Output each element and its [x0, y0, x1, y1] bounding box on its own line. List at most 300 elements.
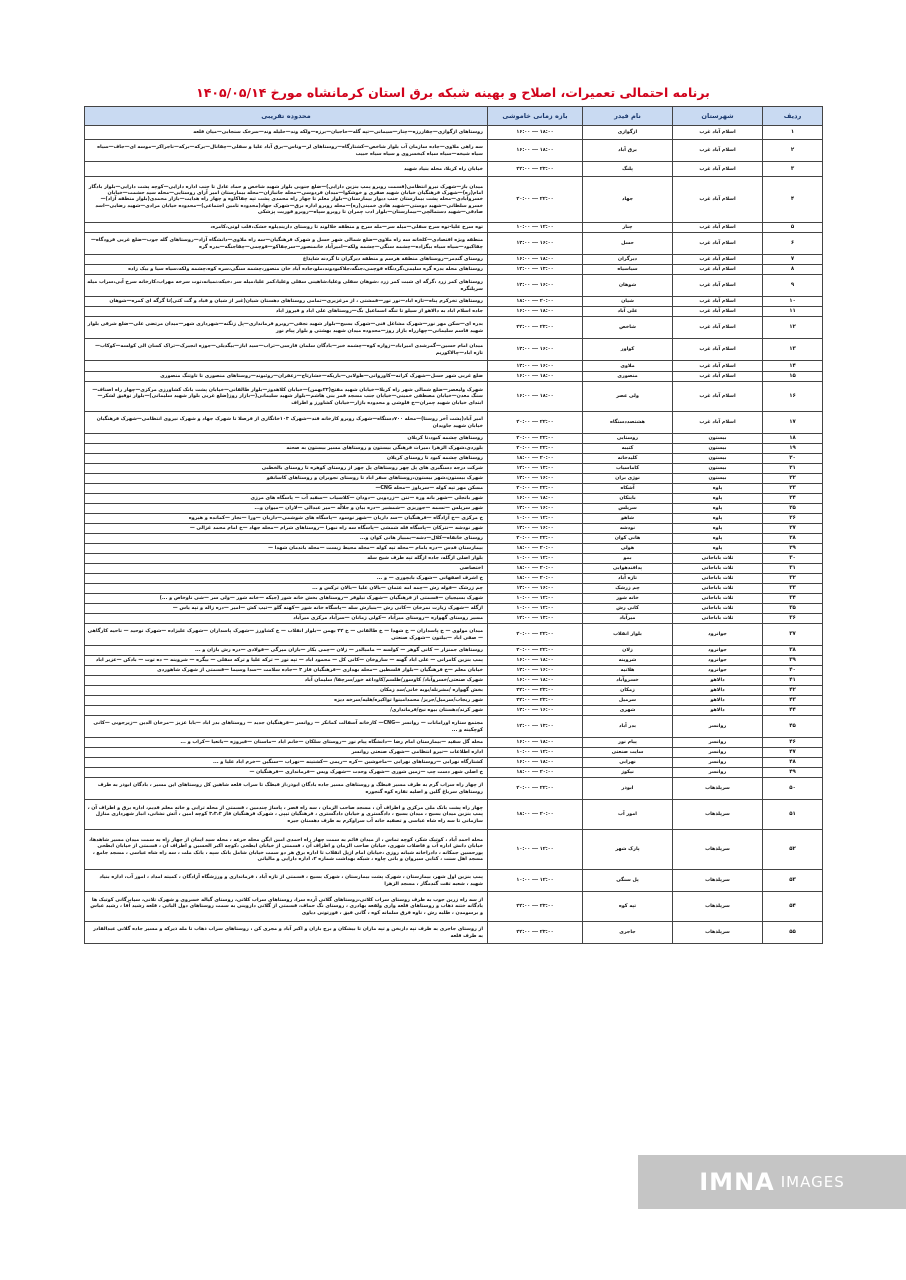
cell-city: اسلام آباد غرب [673, 140, 763, 162]
cell-city: اسلام آباد غرب [673, 361, 763, 372]
table-row [85, 126, 823, 140]
table-row [85, 624, 823, 646]
cell-idx: ۵۱ [763, 800, 823, 830]
cell-feeder: جاجری [583, 922, 673, 944]
cell-city: روانسر [673, 716, 763, 738]
cell-idx: ۱ [763, 126, 823, 140]
cell-area: شهر نودشه —نترکان —پاسگاه قله شمشی —پاسگاه سه راه نبهرا —روستاهای شرام —محله جهاد —خ امام محمد غزالی — [85, 524, 488, 534]
cell-city: ثلاث باباجانی [673, 604, 763, 614]
table-row [85, 444, 823, 454]
cell-area: مجتمع ستاره اورامانات — روانسر —CNG— کارخانه آسفالت کمانکر — روانسر —فرهنگیان جدید — روستاهای بدر اباد —بابا عزیز —مرخان الدین —زیرجوبی —کانی کوچکینه و ... [85, 716, 488, 738]
cell-city: سرپلذهاب [673, 830, 763, 870]
cell-city: اسلام آباد غرب [673, 233, 763, 255]
cell-area: روستاهای کمر زرد ،گرگه ای شبت کمر زرد ،شوهان سفلی وعلیا،شاهینی سفلی وعلیا،کمر علیا،میله سر ،خیکه،نمیانه،توت سرخه مهراب،کارخانه سرخ آبی،سراب میله سرپلنگره [85, 275, 488, 297]
cell-feeder: شوهان [583, 275, 673, 297]
table-row [85, 738, 823, 748]
cell-idx: ۴۳ [763, 696, 823, 706]
cell-city: جوانرود [673, 646, 763, 656]
cell-time: ۱۶:۰۰ --- ۱۴:۰۰ [488, 504, 583, 514]
cell-feeder: خانه شور [583, 594, 673, 604]
cell-idx: ۲۹ [763, 544, 823, 554]
table-row [85, 162, 823, 177]
cell-time: ۱۶:۰۰ --- ۱۴:۰۰ [488, 666, 583, 676]
cell-idx: ۲۵ [763, 504, 823, 514]
outage-schedule-table [84, 106, 823, 944]
cell-city: پاوه [673, 484, 763, 494]
cell-area: شهرک بسیجیان —قسمتی از فرهنگیان —شهرک نیلوفر —روستاهای بخش خانه شور (جیکه —خانه شور —ولی سر —شی ناوخاص و ...) [85, 594, 488, 604]
cell-time: ۱۸:۰۰ --- ۱۶:۰۰ [488, 738, 583, 748]
cell-area: اداره اطلاعات —نیرو انتظامی —شهرک صنعتی روانسر [85, 748, 488, 758]
cell-city: روانسر [673, 758, 763, 768]
table-row [85, 778, 823, 800]
cell-city: جوانرود [673, 656, 763, 666]
table-row [85, 554, 823, 564]
cell-city: اسلام آباد غرب [673, 412, 763, 434]
cell-area: شهرک صنعتی/خسروآباد/ کاوسور/طلسم/کاوداغه خور/سرچقا/ سلیمان آباد [85, 676, 488, 686]
table-row [85, 494, 823, 504]
cell-area: شهرک ولیعصر—ضلع شمالی شهر راه کربلا—خیابان شهید مفتح(۲۲بهمن)—خیابان کلاهدوز—بلوار طالقانی—خیابان پشت بانک کشاورزی مرکزی—چهار راه اصناف—سنگ معدن—خیابان مصطفی خمینی—خیابان جنب مسجد قمر بنی هاشم—بلوار شهید سلیمانی(—بازار روز(ضلع غربی بلوار شهید سلیمانی)—بلوار توفیق لشکر—ابتدای خیابان شهید چمران—خ قلوشی و محدوده بازار—خیابان کشاورز و اطراف [85, 382, 488, 412]
cell-area: روستاهای جمنزار — کانی گوهر — کولسه — مامبالدر — زلان —چمی بکار —بازان میرگی —فولادی —دره رش بازان و ... [85, 646, 488, 656]
cell-time: ۱۶:۰۰ --- ۱۴:۰۰ [488, 706, 583, 716]
table-body [85, 126, 823, 944]
table-row [85, 706, 823, 716]
cell-area: روستاهای ازگوازی—چقاررزه—چنار—سیمانی—تپه گله—حاجیان—برزه—ولکه وند—حلیله وند—سرخک سنجابی—میان قلعه [85, 126, 488, 140]
cell-feeder: شروینه [583, 656, 673, 666]
cell-idx: ۸ [763, 265, 823, 275]
cell-area: توه سرخ علیا-توه سرخ سفلی—میله سر—مله سرخ و منطقه خلالوند تا روستای داریندیلوه خشک،قلب لوتی،کامره، [85, 223, 488, 233]
table-row [85, 716, 823, 738]
cell-idx: ۳۱ [763, 564, 823, 574]
cell-city: پاوه [673, 514, 763, 524]
cell-idx: ۳۰ [763, 554, 823, 564]
cell-area: چهار راه پشت بانک ملی مرکزی و اطراف آن ، مسجد صاحب الزمان ، سه راه قصر ، پاساژ چندمین ، قسمتی از محله ترابی و خانه معلم قدیم، اداره برق و اطراف آن ، پمپ بنزین میدان بسیج ، میدان بسیج ، دادگستری و خیابان دادگستری ، فرهنگیان تیپی ، شهرک فرهنگیان فاز ۳،۳،۳ کوچه امین ، آتش نشانی، انبار شهرداری منازل سازمانی تا سه راه شاه عباسی و تصفیه خانه آب سراوکرم به طرف دهستان جیره [85, 800, 488, 830]
cell-city: اسلام آباد غرب [673, 339, 763, 361]
cell-area: بیمارستان قدس —دره بامام —محله تپه کوله —محله محیط زیست —محله باندمان شهدا — [85, 544, 488, 554]
cell-area: مسیر روستای گهواره —روستای میرآباد —کولی زمانان —سرآباد مرکزی میرآباد [85, 614, 488, 624]
cell-idx: ۳۷ [763, 624, 823, 646]
table-row [85, 584, 823, 594]
cell-feeder: نهرابی [583, 758, 673, 768]
cell-area: بلوردی،شهرک الزهرا ،میراث فرهنگی بیستون و روستاهای مسیر بیستون به صحنه [85, 444, 488, 454]
cell-time: ۲۲:۰۰ --- ۲۰:۰۰ [488, 624, 583, 646]
cell-area: سه راهی ملاوی—جاده سازمان آب بلوار شاخص—کشتارگاه—روستاهای لر—وناس—برق آباد علیا و سفلی—چقانال—برکه—برکه—ناجراکر—موسه ای—جاف—سیاه سیاه شیخه—سیاه سیاه کبخسروی و سیاه سیاه حبیب [85, 140, 488, 162]
cell-area: میدان امام حسین—گمرشدی امیراباد—زواره کوه—چشمه خبر—بادگان سلمان فارسی—تراب—سید اباز—بیگدیلی—جوزه انجیرک—تراک کسان الی کولسه—کوکاب—تازه اباد—چالاکوریم [85, 339, 488, 361]
cell-time: ۲۰:۰۰ --- ۱۸:۰۰ [488, 297, 583, 307]
table-row [85, 830, 823, 870]
table-row [85, 594, 823, 604]
cell-area: جاده اسلام اباد به دالاهو از سیلو تا تنگه اسماعیل بگ—روستاهای علی اباد و فیروز اباد [85, 307, 488, 317]
cell-idx: ۷ [763, 255, 823, 265]
cell-time: ۲۰:۰۰ --- ۱۸:۰۰ [488, 800, 583, 830]
cell-feeder: هشتصددستگاه [583, 412, 673, 434]
cell-feeder: تازه آباد [583, 574, 673, 584]
table-row [85, 265, 823, 275]
header-feeder: نام فیدر [583, 107, 673, 126]
cell-area: خیابان معلم —خ فرهنگیان —بلوار فلسطین —محله بهداری —فرهنگیان فاز ۴ —جاده سلامت —سدا وسیما —قسمتی از شهرک شاهوردی [85, 666, 488, 676]
cell-time: ۱۴:۰۰ --- ۱۲:۰۰ [488, 614, 583, 624]
cell-idx: ۴ [763, 177, 823, 223]
cell-city: سرپلذهاب [673, 892, 763, 922]
cell-feeder: کلیدخانه [583, 454, 673, 464]
cell-feeder: بمو [583, 554, 673, 564]
cell-time: ۱۶:۰۰ --- ۱۴:۰۰ [488, 474, 583, 484]
table-row [85, 676, 823, 686]
cell-time: ۱۲:۰۰ --- ۱۰:۰۰ [488, 514, 583, 524]
table-row [85, 870, 823, 892]
cell-feeder: پیام نور [583, 738, 673, 748]
cell-city: پاوه [673, 544, 763, 554]
cell-area: خ مرکزی —خ آزادگاه —فرهنگیان —سد داریان —شهر نوسود —پاسگاه های شوشمی—داریان —ورا —نجار —کمانده و هیروه [85, 514, 488, 524]
cell-feeder: سایت صنعتی [583, 748, 673, 758]
table-row [85, 484, 823, 494]
cell-time: ۲۲:۰۰ --- ۲۰:۰۰ [488, 444, 583, 454]
cell-time: ۲۲:۰۰ --- ۲۰:۰۰ [488, 177, 583, 223]
table-row [85, 339, 823, 361]
cell-idx: ۵۳ [763, 870, 823, 892]
cell-idx: ۲۶ [763, 514, 823, 524]
cell-city: اسلام آباد غرب [673, 162, 763, 177]
cell-time: ۱۸:۰۰ --- ۱۶:۰۰ [488, 140, 583, 162]
cell-idx: ۱۲ [763, 317, 823, 339]
cell-feeder: ملاوی [583, 361, 673, 372]
cell-area: محله گل سفید —بیمارستان امام رضا —دانشگاه پیام نور —روستای سلکان —خانم اباد —ماسنان —قیروزه —باتعیا —کراب و ... [85, 738, 488, 748]
cell-feeder: تپه کوه [583, 892, 673, 922]
cell-city: پاوه [673, 504, 763, 514]
cell-time: ۱۶:۰۰ --- ۱۴:۰۰ [488, 524, 583, 534]
cell-idx: ۳۶ [763, 614, 823, 624]
header-area: محدوده تقریبی [85, 107, 488, 126]
cell-area: بلوار اصلی ازگله، جاده ازگله تپه طرف شیخ سله [85, 554, 488, 564]
cell-city: بیستون [673, 464, 763, 474]
cell-time: ۱۶:۰۰ --- ۱۴:۰۰ [488, 233, 583, 255]
header-city: شهرستان [673, 107, 763, 126]
cell-idx: ۲۷ [763, 524, 823, 534]
cell-area: شهر کرند/دهستان بیوه نیخ/فرمانداری/ [85, 706, 488, 716]
cell-area: امیر آباد(پشت آخر روستا)—محله ۷۰۰دستگاه—شهرک روبرو کارخانه قند—شهرک ۱۰۳خانگاری از فرصلا تا شهرک جهاد و شهرک نیروی انتظامی—شهرک فرهنگیان خیابان شهید جاویدان [85, 412, 488, 434]
cell-feeder: کتیبه [583, 444, 673, 454]
cell-city: جوانرود [673, 666, 763, 676]
table-row [85, 223, 823, 233]
cell-feeder: هانی کوان [583, 534, 673, 544]
cell-time: ۲۲:۰۰ --- ۲۰:۰۰ [488, 534, 583, 544]
cell-city: اسلام آباد غرب [673, 275, 763, 297]
cell-city: سرپلذهاب [673, 778, 763, 800]
cell-idx: ۳۴ [763, 594, 823, 604]
cell-idx: ۴۲ [763, 686, 823, 696]
cell-feeder: کواور [583, 339, 673, 361]
cell-time: ۱۶:۰۰ --- ۱۴:۰۰ [488, 584, 583, 594]
cell-city: بیستون [673, 474, 763, 484]
table-row [85, 748, 823, 758]
cell-feeder: زمکان [583, 686, 673, 696]
cell-idx: ۵ [763, 223, 823, 233]
cell-area: روستاهای محله بدره گره سلیمی،گردنگاه قوچمی،جنگه،جلاکبودوند،ملو،جاده آباد خان منصور،چشمه سنگی،سره کوه،چشمه ولکه،سیاه سیا و بیک زاده [85, 265, 488, 275]
cell-idx: ۲۳ [763, 484, 823, 494]
cell-feeder: بلوار انقلاب [583, 624, 673, 646]
cell-city: دالاهو [673, 686, 763, 696]
table-row [85, 604, 823, 614]
cell-time: ۲۴:۰۰ --- ۲۲:۰۰ [488, 162, 583, 177]
table-row [85, 666, 823, 676]
cell-area: مسکن مهر تپه کوله —سرباوز —محله CNG— [85, 484, 488, 494]
cell-area: روستای خانقاه—کلال—دشه—بمبیاز هانی کوان و... [85, 534, 488, 544]
cell-time: ۲۲:۰۰ --- ۲۰:۰۰ [488, 646, 583, 656]
cell-feeder: دیرگران [583, 255, 673, 265]
cell-area: بخش گهواره /مشرنله/بوبه خانی/سد زمکان [85, 686, 488, 696]
table-row [85, 140, 823, 162]
table-row [85, 275, 823, 297]
cell-feeder: کانی رش [583, 604, 673, 614]
cell-time: ۲۴:۰۰ --- ۲۲:۰۰ [488, 696, 583, 706]
table-row [85, 800, 823, 830]
cell-city: ثلاث باباجانی [673, 594, 763, 604]
cell-time: ۲۰:۰۰ --- ۱۸:۰۰ [488, 544, 583, 554]
table-row [85, 768, 823, 778]
table-row [85, 514, 823, 524]
cell-area: از چهار راه سراب گرم به طرف مسیر قبطگ و روستاهای مسیر جاده بادگان ابوذر،از قبطگ تا سراب قلعه شاهین کل روستاهای این مسیر ، بادگان ابوذر به طرف روستاهای سرباغ گلین و اصلیه تفاره کوه گنجوره [85, 778, 488, 800]
cell-idx: ۲۲ [763, 474, 823, 484]
cell-area [85, 361, 488, 372]
cell-time: ۱۸:۰۰ --- ۱۶:۰۰ [488, 676, 583, 686]
cell-time: ۲۴:۰۰ --- ۲۲:۰۰ [488, 686, 583, 696]
table-row [85, 177, 823, 223]
cell-area: بدره ای—سکن مهر نور—شهرک مشاغل قنی—شهرک بسیج—بلوار شهید نجفی—روبرو فرمانداری—پل زنگنه—شهرداری شهر—میدان مرتضی علی—ضلع شرقی بلوار شهید قاسم سلیمانی—چهارراه بازار روز—محدوده میدان شهید بهشتی و بلوار پیام نور [85, 317, 488, 339]
table-row [85, 307, 823, 317]
cell-city: روانسر [673, 748, 763, 758]
cell-city: ثلاث باباجانی [673, 584, 763, 594]
header-idx: ردیف [763, 107, 823, 126]
cell-idx: ۵۲ [763, 830, 823, 870]
cell-feeder: آشکاه [583, 484, 673, 494]
table-row [85, 297, 823, 307]
cell-idx: ۳۸ [763, 646, 823, 656]
cell-feeder: نوژی بران [583, 474, 673, 484]
cell-idx: ۱۹ [763, 444, 823, 454]
cell-area: روستای گندمر—روستاهای منطقه هرسم و منطقه دیرگران تا گردنه شاپذاغ [85, 255, 488, 265]
cell-area: روستاهای چشمه کبود،تا کربلان [85, 434, 488, 444]
table-row [85, 382, 823, 412]
cell-city: پاوه [673, 494, 763, 504]
cell-feeder: شیان [583, 297, 673, 307]
cell-feeder: پلنگ [583, 162, 673, 177]
cell-area: خ اشرف اصفهانی —شهرک بابچوری — و ... [85, 574, 488, 584]
table-row [85, 233, 823, 255]
watermark [638, 1155, 906, 1209]
cell-feeder: علی آباد [583, 307, 673, 317]
cell-area: کشتارگاه نهرابی —روستاهای نهرابی —ماخوشین —کره —ریمی —کشتینه —نهراب —سنگین —خرم اباد علیا و ... [85, 758, 488, 768]
cell-feeder: نودشه [583, 524, 673, 534]
cell-feeder: ابوذر [583, 778, 673, 800]
cell-area: محله احمد آباد ، کوتیک شکر، کوچه تماس ، از میدان قائم به سمت چهار راه احمدی امین ایگن محله حرعه ، محله سید ایمان از چهار راه به سمت میدان مسیر شاهدها، خیابان دانش اداره آب و فاضلاب شهری، خیابان صاحب الزمان و اطراف آن ، قسمتی از خیابان ابطحی ،کوچه اکبر الحسین و اطراف آن ، قسمتی از خیابان ابطحی پورحسین جمکانه ، دادراخانه شبانه روزی ،خیابان امام ازپل انقلاب تا اداره برق هر دو سمت خیابان شامل بانک سپه ، بانک ملت ، سه راه شاه عباسی ، مسجد جامع ، مسجد اهل سنت ، کتابی سیروان و بانی چاوه ، شبکه بهداشت شماره ۲، اداره دارایی و مالیاتی [85, 830, 488, 870]
watermark-logo: IMNA [699, 1168, 775, 1196]
header-time: بازه زمانی خاموشی [488, 107, 583, 126]
cell-city: اسلام آباد غرب [673, 223, 763, 233]
cell-feeder: چم زرشک [583, 584, 673, 594]
cell-city: پاوه [673, 524, 763, 534]
table-row [85, 564, 823, 574]
table-row [85, 686, 823, 696]
cell-feeder: منصوری [583, 372, 673, 382]
cell-feeder: امور آب [583, 800, 673, 830]
cell-time: ۱۲:۰۰ --- ۱۰:۰۰ [488, 554, 583, 564]
cell-city: دالاهو [673, 676, 763, 686]
cell-idx: ۴۵ [763, 716, 823, 738]
cell-time: ۱۲:۰۰ --- ۱۰:۰۰ [488, 223, 583, 233]
cell-area: پمپ بنزین اول شهر، بیمارستان ، شهرک پشت بیمارستان ، شهرک بسیج ، قسمتی از تازه آباد ، فرمانداری و ورزشگاه آزادگان ، کمیته امداد ، امور آب، اداره بنیاد شهید ، شعبه تفت گندمگار ، مسجد الزهرا [85, 870, 488, 892]
cell-time: ۲۰:۰۰ --- ۱۸:۰۰ [488, 454, 583, 464]
cell-feeder: شهری [583, 706, 673, 716]
table-row [85, 758, 823, 768]
table-header-row [85, 107, 823, 126]
cell-idx: ۴۶ [763, 738, 823, 748]
cell-area: ضلع غربی شهر حسل—شهرک کرانه—کاوروانی—طولابی—باریکه—خشارتاج—زعفران—روئبوند—روستاهای منصوری تا تاوتنگ منصوری [85, 372, 488, 382]
table-row [85, 614, 823, 624]
table-row [85, 317, 823, 339]
cell-area: خ اصلی شهر دست چپ —زمین شوری —شهرک وحدت —شهرک ویس —فرمانداری —فرهنگیان — [85, 768, 488, 778]
cell-time: ۲۰:۰۰ --- ۱۸:۰۰ [488, 574, 583, 584]
cell-time: ۱۲:۰۰ --- ۱۰:۰۰ [488, 604, 583, 614]
cell-time: ۲۴:۰۰ --- ۲۲:۰۰ [488, 892, 583, 922]
cell-city: جوانرود [673, 624, 763, 646]
cell-feeder: سیاسیاه [583, 265, 673, 275]
cell-area: منطقه ویژه اقتصادی—کلخانه سه راه ملاوی—ضلع شمالی شهر حسل و شهرک فرهنگیان—سه راه ملاوی—دانشگاه آزاد—روستاهای گله جوب—ضلع غربی فرودگاه—چقاکبود—سیاه سیاه بیگزاده—چشمه سنگی—چشمه ولکه—امیرآباد خانمنصور—سرچقاکو—قوچمی—چقاجنگه—بدره گره [85, 233, 488, 255]
page-title: برنامه احتمالی تعمیرات، اصلاح و بهینه شبکه برق استان کرمانشاه مورخ ۱۴۰۵/۰۵/۱۴ [196, 85, 710, 100]
table-row [85, 474, 823, 484]
cell-time: ۱۸:۰۰ --- ۱۶:۰۰ [488, 656, 583, 666]
cell-idx: ۲۰ [763, 454, 823, 464]
cell-area: چم زرشک —قوله رش —چمه امه عثمان —بالان علیا —بالان ترکس و ... [85, 584, 488, 594]
watermark-text: IMAGES [780, 1173, 845, 1191]
cell-area: میدان باز—شهرک نیرو انتظامی(قسمت روبرو پمپ بنزین دارایی)—ضلع جنوبی بلوار شهید شاخص و حماد عادل تا جنب اداره دارایی—کوچه پشت دارایی—بلوار بادگار امام(ره)—شهرک فرهنگیان خیابان شهید صفری و خوشکوا—میدان فردوسی—محله جانبازان—محله بیمارستان امیر آرای روستایی—محله سید حشمت—خیابان خسروآبادی—محله پشت بیمارستان جنب دیوار بیمارستان—بلوار معلم تا چهار راه محمدی پشت تپه چقاکاوه و چهار راه هدایت—بازار محمدی(بلوار منطقه آزاد)—خسرو سلطانی—شهید دوستی—شهید هادی خمینی(ره)—محله روبرو اداره برق—شهرک جهاد(محدوده تامین اجتماعی)—محدوده خیابان مرادی—شهید رضایی—اسد صادقی—شهید دستمالچی—بیمارستان—بلوار ادب چمران تا روبرو سپاه—روبرو فوریت پزشکی [85, 177, 488, 223]
cell-time: ۲۲:۰۰ --- ۲۰:۰۰ [488, 434, 583, 444]
cell-feeder: شاهو [583, 514, 673, 524]
cell-city: اسلام آباد غرب [673, 307, 763, 317]
cell-time: ۱۲:۰۰ --- ۱۰:۰۰ [488, 748, 583, 758]
cell-idx: ۴۹ [763, 768, 823, 778]
cell-idx: ۲۱ [763, 464, 823, 474]
cell-area: میدان مولوی — خ پاسداران — خ شهدا — خ طالقانی — خ ۲۲ بهمن —بلوار انقلاب — خ کشاورز —شهرک پاسداران —شهرک علیزاده —شهرک توحید — ناحیه کارگاهی — صفی اباد —بیلتون —شهرک صنعتی [85, 624, 488, 646]
cell-idx: ۱۰ [763, 297, 823, 307]
cell-feeder: شاخص [583, 317, 673, 339]
cell-time: ۱۶:۰۰ --- ۱۴:۰۰ [488, 275, 583, 297]
cell-idx: ۲ [763, 140, 823, 162]
cell-feeder: حسل [583, 233, 673, 255]
cell-time: ۱۲:۰۰ --- ۱۰:۰۰ [488, 830, 583, 870]
cell-area: روستاهای تخرکرم پناه—تازه اباد—نور نور—قمشتی ، از مرغزیری—تمامی روستاهای دهستان شیان(غیر از شیان و قباد و گت کتی)تا گرگه ای کمره—شوهان [85, 297, 488, 307]
cell-area: از روستای جاجری به طرف تپه داربخن و تپه ماران تا بیشکان و برج باران و اکبر آباد و مجری کن ، روستاهای سراب ذهاب تا مله ذیرکه و مسیر جاده گلانی عبدالقادر به طرف قلعه [85, 922, 488, 944]
cell-feeder: پارک شهر [583, 830, 673, 870]
cell-time: ۱۸:۰۰ --- ۱۶:۰۰ [488, 372, 583, 382]
cell-feeder: پل سنگی [583, 870, 673, 892]
cell-city: سرپلذهاب [673, 800, 763, 830]
cell-city: اسلام آباد غرب [673, 255, 763, 265]
table-row [85, 696, 823, 706]
cell-area: شهر بانجلی —شهر بانه ورة —تنن —زردویی —دودان —کلاسیاب —سفید آب — پاسگاه های مرزی [85, 494, 488, 504]
cell-city: دالاهو [673, 706, 763, 716]
cell-feeder: زلان [583, 646, 673, 656]
cell-city: پاوه [673, 534, 763, 544]
table-row [85, 464, 823, 474]
cell-feeder: خسروآباد [583, 676, 673, 686]
cell-idx: ۱۱ [763, 307, 823, 317]
cell-area: روستاهای چشمه کبود تا روستای کربلان [85, 454, 488, 464]
cell-idx: ۹ [763, 275, 823, 297]
cell-feeder: سربلس [583, 504, 673, 514]
cell-feeder: ولی عصر [583, 382, 673, 412]
cell-feeder: روستایی [583, 434, 673, 444]
cell-time: ۲۰:۰۰ --- ۱۸:۰۰ [488, 564, 583, 574]
cell-city: سرپلذهاب [673, 922, 763, 944]
cell-city: روانسر [673, 768, 763, 778]
cell-feeder: ازگوازی [583, 126, 673, 140]
table-row [85, 524, 823, 534]
cell-city: بیستون [673, 444, 763, 454]
table-row [85, 454, 823, 464]
cell-time: ۱۸:۰۰ --- ۱۶:۰۰ [488, 126, 583, 140]
cell-feeder: بدر آباد [583, 716, 673, 738]
cell-city: دالاهو [673, 696, 763, 706]
cell-area: پمپ بنزین کامرانی — علی اباد گهنه — ساروخان —کانی کل — محمود اباد — تپه نور — ترکه علیا و ترکه سفلی — بیگره — شروینه — ده توت — بادکن —عزیر اباد [85, 656, 488, 666]
cell-city: اسلام آباد غرب [673, 317, 763, 339]
table-row [85, 544, 823, 554]
table-row [85, 361, 823, 372]
table-row [85, 892, 823, 922]
cell-feeder: میرآباد [583, 614, 673, 624]
table-row [85, 534, 823, 544]
cell-idx: ۳۲ [763, 574, 823, 584]
cell-area: ازگله —شهرک زیارت نمرخان —کانی رش —بنبارش سله —پاسگاه خانه شور —کهنه گلو —تیپ کش —امیر —دره زاله و تپه یاس — [85, 604, 488, 614]
cell-idx: ۵۴ [763, 892, 823, 922]
cell-idx: ۵۰ [763, 778, 823, 800]
cell-feeder: چنار [583, 223, 673, 233]
cell-city: روانسر [673, 738, 763, 748]
cell-city: اسلام آباد غرب [673, 177, 763, 223]
cell-time: ۲۰:۰۰ --- ۱۸:۰۰ [488, 768, 583, 778]
cell-feeder: کاماسیاب [583, 464, 673, 474]
cell-idx: ۱۵ [763, 372, 823, 382]
table-row [85, 255, 823, 265]
cell-feeder: هولی [583, 544, 673, 554]
cell-idx: ۱۴ [763, 361, 823, 372]
cell-time: ۱۶:۰۰ --- ۱۴:۰۰ [488, 361, 583, 372]
cell-city: بیستون [673, 434, 763, 444]
cell-feeder: سرمیل [583, 696, 673, 706]
table-row [85, 412, 823, 434]
cell-feeder: نیکوز [583, 768, 673, 778]
cell-time: ۱۲:۰۰ --- ۱۰:۰۰ [488, 594, 583, 604]
cell-idx: ۳۵ [763, 604, 823, 614]
cell-city: اسلام آباد غرب [673, 382, 763, 412]
cell-time: ۱۴:۰۰ --- ۱۲:۰۰ [488, 464, 583, 474]
table-row [85, 434, 823, 444]
cell-idx: ۵۵ [763, 922, 823, 944]
cell-idx: ۶ [763, 233, 823, 255]
cell-idx: ۲۸ [763, 534, 823, 544]
cell-time: ۱۴:۰۰ --- ۱۲:۰۰ [488, 265, 583, 275]
cell-time: ۱۴:۰۰ --- ۱۲:۰۰ [488, 716, 583, 738]
cell-city: ثلاث باباجانی [673, 614, 763, 624]
cell-area: از سه راه زرین جوب به طرف روستای سراب کلاتی،روستاهای گلانی آرده سرا، روستاهای سراب کلاتی، روستای گیاله خسروی و شهرک تلانی، سیابرگانی کوتیک ها بادگانه ختنه ذهاب و روستاهای قلعه واری ولقعه بهادری ، روستای نگ حماف، قسمتی از گلانی داروینی به سمت روستاهای دول البانی ، قلعه رشید آقا ، رشید عباس و برسومدن ، طلبه رش ، ناوه فرق سلمانه کوه ، گانی فیق ، قورتونی دیاوی [85, 892, 488, 922]
cell-idx: ۱۶ [763, 382, 823, 412]
cell-city: اسلام آباد غرب [673, 297, 763, 307]
cell-time: ۲۴:۰۰ --- ۲۲:۰۰ [488, 317, 583, 339]
cell-time: ۱۶:۰۰ --- ۱۴:۰۰ [488, 339, 583, 361]
cell-feeder: برق آباد [583, 140, 673, 162]
cell-city: بیستون [673, 454, 763, 464]
cell-idx: ۱۳ [763, 339, 823, 361]
cell-area: شهر ریجاب/سرمیل/جریز/ محمدامینوا تواکیره/هلیه/سرخه دیزه [85, 696, 488, 706]
cell-city: ثلاث باباجانی [673, 564, 763, 574]
